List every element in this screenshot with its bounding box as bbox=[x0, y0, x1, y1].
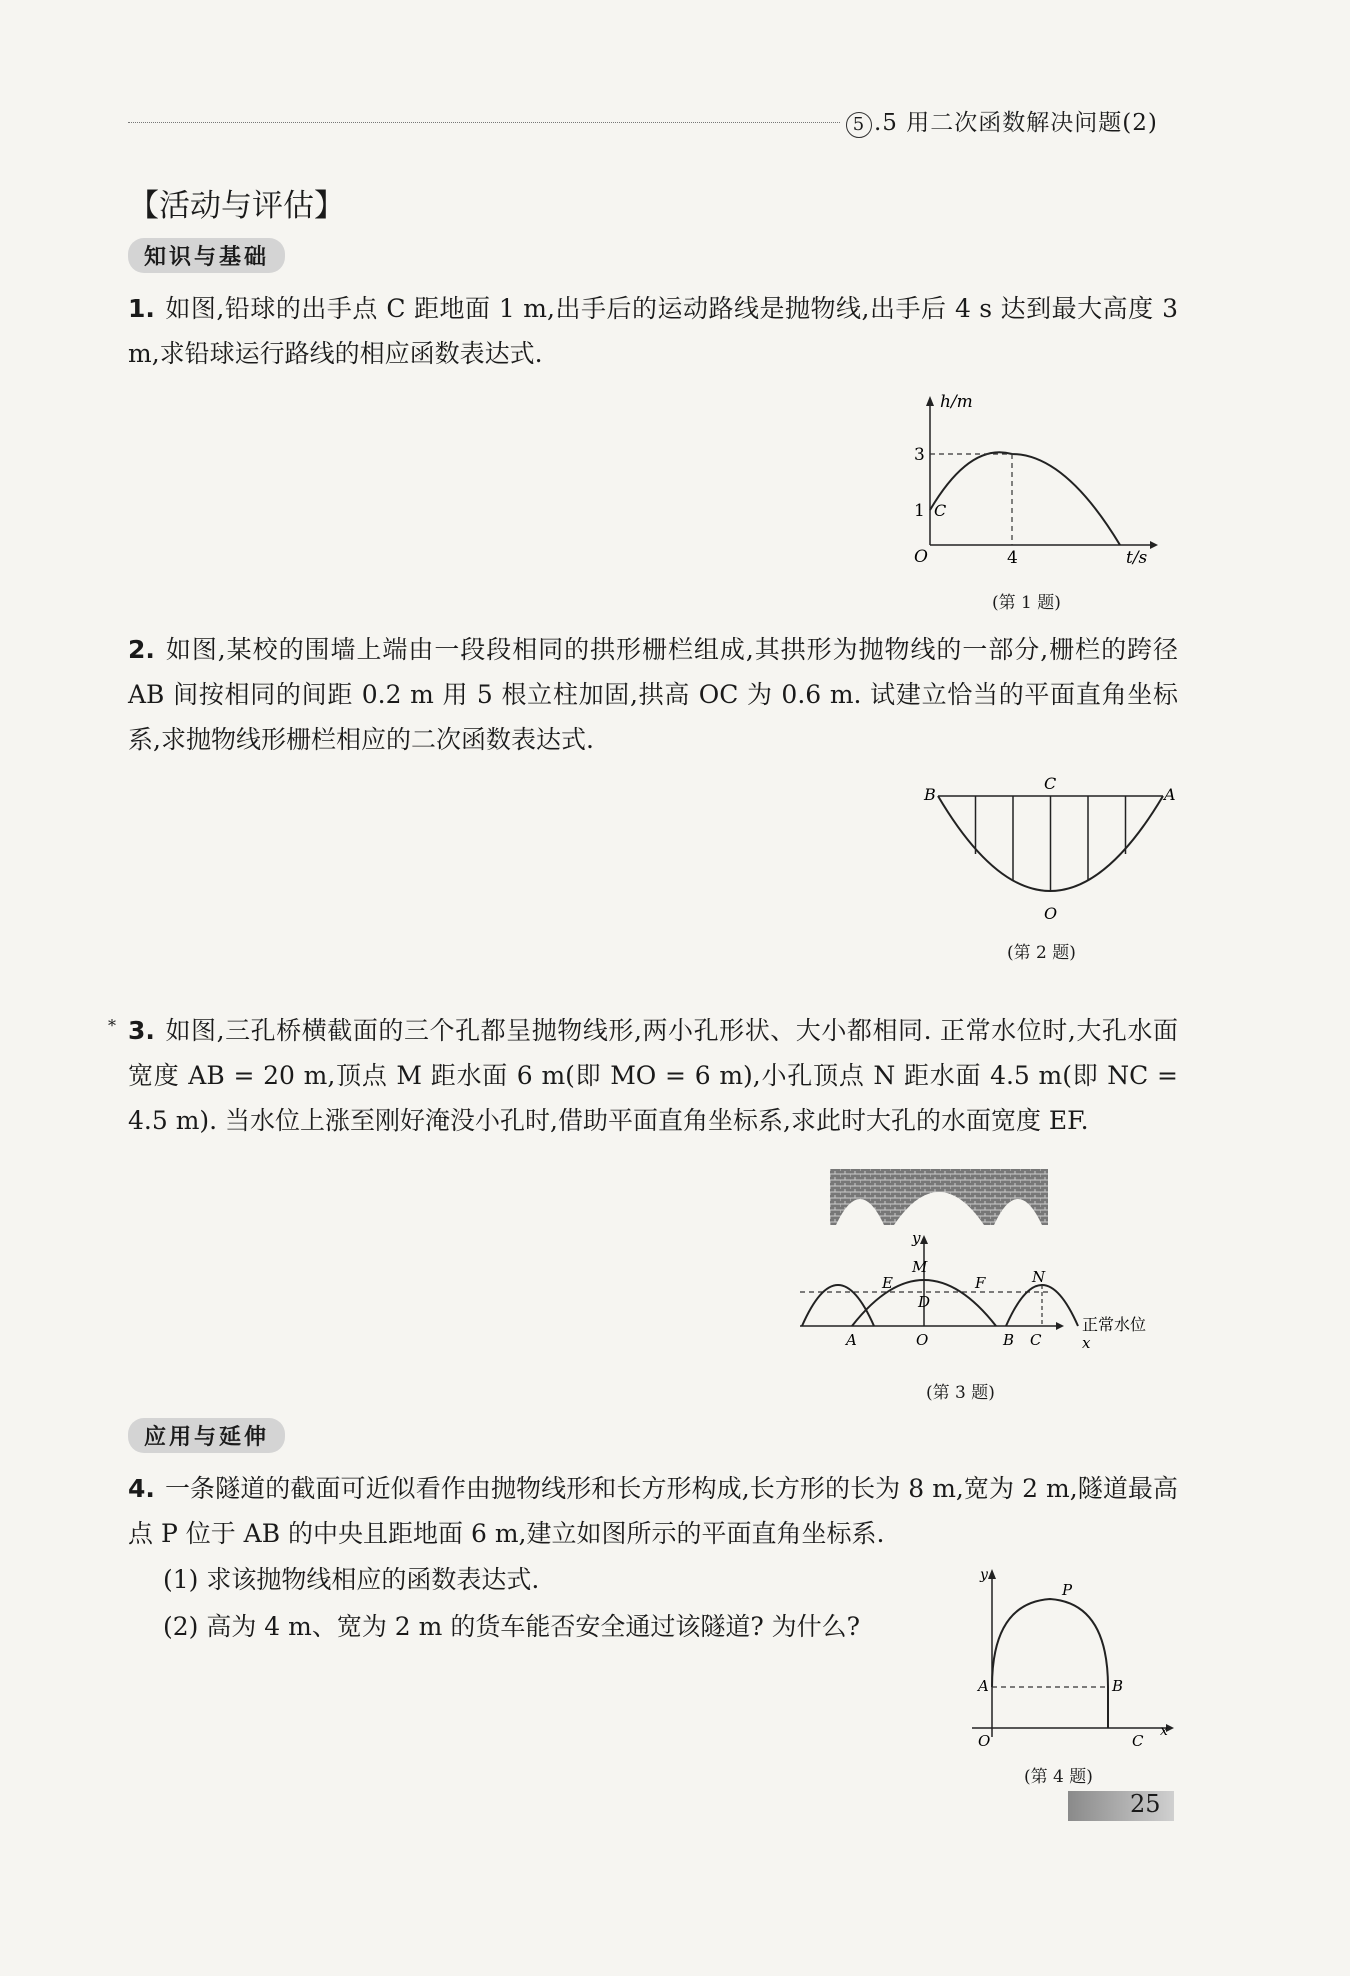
badge-knowledge-basics: 知识与基础 bbox=[128, 238, 285, 273]
header-title: .5 用二次函数解决问题(2) bbox=[874, 110, 1158, 136]
y-axis-arrow bbox=[926, 396, 934, 406]
question-4-part-1: (1) 求该抛物线相应的函数表达式. bbox=[163, 1565, 540, 1594]
question-2 bbox=[128, 627, 1178, 762]
point-a-label: A bbox=[978, 1677, 989, 1695]
left-small-arch bbox=[802, 1285, 874, 1326]
point-c-label: C bbox=[934, 501, 947, 520]
point-a-label: A bbox=[1164, 785, 1176, 804]
badge-application-extension: 应用与延伸 bbox=[128, 1418, 285, 1453]
question-1 bbox=[128, 286, 1178, 376]
y-axis-label: y bbox=[980, 1567, 988, 1583]
point-o-label: O bbox=[916, 1331, 929, 1349]
question-4 bbox=[128, 1466, 1178, 1556]
x-axis-arrow bbox=[1150, 541, 1158, 549]
figure-4-tunnel bbox=[960, 1565, 1180, 1750]
bridge-illustration bbox=[830, 1165, 1050, 1227]
point-b-label: B bbox=[1112, 1677, 1124, 1695]
figure-1-caption: (第 1 题) bbox=[992, 593, 1061, 613]
question-text: 如图,三孔桥横截面的三个孔都呈抛物线形,两小孔形状、大小都相同. 正常水位时,大孔水面宽度 AB = 20 m,顶点 M 距水面 6 m(即 MO = 6 m),小孔顶点 N 距水面 4.5 m(即 NC = 4.5 m). 当水位上涨至刚好淹没小孔时,借助平面直角坐标系,求此时大孔的水面宽度 EF. bbox=[128, 1016, 1178, 1135]
question-text: 如图,某校的围墙上端由一段段相同的拱形栅栏组成,其拱形为抛物线的一部分,栅栏的跨径 AB 间按相同的间距 0.2 m 用 5 根立柱加固,拱高 OC 为 0.6 m. 试建立恰当的平面直角坐标系,求抛物线形栅栏相应的二次函数表达式. bbox=[128, 635, 1178, 754]
question-number: 3. bbox=[128, 1016, 155, 1045]
x-axis-label: t/s bbox=[1126, 548, 1148, 568]
point-m-label: M bbox=[912, 1258, 928, 1276]
question-text: 如图,铅球的出手点 C 距地面 1 m,出手后的运动路线是抛物线,出手后 4 s 达到最大高度 3 m,求铅球运行路线的相应函数表达式. bbox=[128, 294, 1178, 368]
y-axis-label: h/m bbox=[940, 392, 973, 412]
question-number: 1. bbox=[128, 294, 155, 323]
question-number: 2. bbox=[128, 635, 155, 664]
figure-4-caption: (第 4 题) bbox=[1024, 1767, 1093, 1787]
point-b-label: B bbox=[1003, 1331, 1015, 1349]
origin-label: O bbox=[914, 547, 928, 567]
y-tick-1: 1 bbox=[914, 501, 925, 521]
point-o-label: O bbox=[1044, 904, 1058, 922]
figure-1-graph bbox=[900, 390, 1180, 570]
point-c-label: C bbox=[1030, 1331, 1042, 1349]
chapter-number: 5 bbox=[846, 112, 872, 138]
y-axis-arrow bbox=[920, 1235, 928, 1244]
section-title: 【活动与评估】 bbox=[128, 188, 345, 224]
point-f-label: F bbox=[975, 1274, 986, 1292]
x-axis-label: x bbox=[1082, 1334, 1091, 1352]
point-e-label: E bbox=[882, 1274, 893, 1292]
point-p-label: P bbox=[1062, 1581, 1073, 1599]
running-header bbox=[846, 104, 1158, 138]
figure-2-caption: (第 2 题) bbox=[1007, 943, 1076, 963]
question-text: 一条隧道的截面可近似看作由抛物线形和长方形构成,长方形的长为 8 m,宽为 2 m,隧道最高点 P 位于 AB 的中央且距地面 6 m,建立如图所示的平面直角坐标系. bbox=[128, 1474, 1178, 1548]
right-small-arch bbox=[1006, 1285, 1078, 1326]
question-3 bbox=[128, 1008, 1178, 1143]
question-number: 4. bbox=[128, 1474, 155, 1503]
point-c-label: C bbox=[1044, 774, 1057, 793]
point-n-label: N bbox=[1032, 1268, 1046, 1286]
figure-3-caption: (第 3 题) bbox=[926, 1383, 995, 1403]
y-axis-label: y bbox=[912, 1232, 921, 1247]
point-a-label: A bbox=[846, 1331, 857, 1349]
x-tick-4: 4 bbox=[1007, 548, 1018, 568]
y-axis-arrow bbox=[988, 1569, 996, 1579]
y-tick-3: 3 bbox=[914, 445, 925, 465]
point-d-label: D bbox=[918, 1293, 931, 1311]
point-o-label: O bbox=[978, 1732, 991, 1750]
water-level-label: 正常水位 bbox=[1082, 1315, 1147, 1334]
point-b-label: B bbox=[924, 785, 936, 804]
x-axis-arrow bbox=[1056, 1322, 1064, 1330]
tunnel-arch bbox=[992, 1599, 1108, 1687]
figure-2-arch bbox=[918, 772, 1178, 922]
x-axis-label: x bbox=[1160, 1723, 1168, 1739]
figure-3-diagram bbox=[790, 1232, 1170, 1352]
header-rule bbox=[128, 122, 840, 123]
page-number: 25 bbox=[1130, 1790, 1161, 1818]
question-4-part-2: (2) 高为 4 m、宽为 2 m 的货车能否安全通过该隧道? 为什么? bbox=[163, 1612, 861, 1641]
trajectory-curve bbox=[930, 452, 1120, 545]
point-c-label: C bbox=[1132, 1732, 1144, 1750]
optional-star: * bbox=[108, 1016, 116, 1035]
